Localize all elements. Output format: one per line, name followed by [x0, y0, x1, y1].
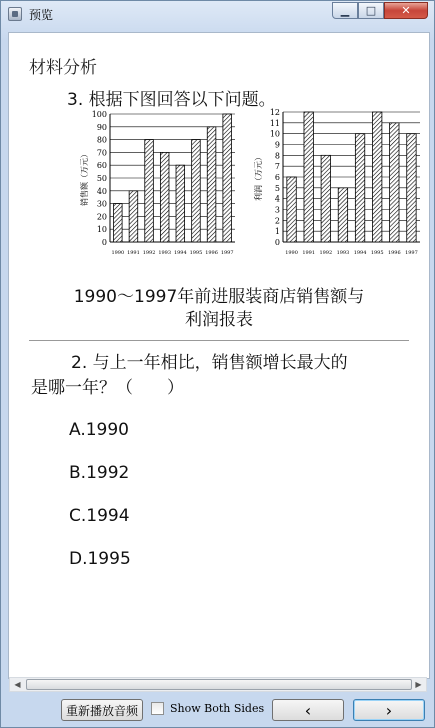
y-axis-label: 销售额（万元）: [80, 150, 89, 206]
bar: [192, 140, 201, 242]
bar: [304, 112, 313, 242]
y-tick-label: 6: [274, 173, 280, 182]
close-button[interactable]: ✕: [384, 2, 428, 19]
stem-line1: 2. 与上一年相比，销售额增长最大的: [71, 353, 348, 373]
y-tick-label: 11: [269, 118, 280, 128]
replay-audio-button[interactable]: 重新播放音频: [61, 699, 143, 721]
y-tick-label: 100: [91, 110, 107, 119]
scrollbar-thumb[interactable]: [26, 679, 412, 690]
figure-caption: [9, 286, 429, 332]
maximize-button[interactable]: □: [358, 2, 384, 19]
option-a[interactable]: A.1990: [69, 420, 129, 440]
bar: [287, 177, 296, 242]
bar: [207, 127, 216, 242]
minimize-button[interactable]: ▁: [332, 2, 358, 19]
y-tick-label: 7: [274, 162, 280, 172]
app-icon: [8, 7, 22, 21]
section-heading: 材料分析: [29, 58, 97, 78]
y-axis-label: 利润（万元）: [254, 153, 263, 201]
chevron-left-icon: ‹: [304, 700, 312, 720]
figure-caption-line2: 利润报表: [185, 310, 253, 330]
show-both-sides-label: Show Both Sides: [170, 702, 265, 715]
divider: [29, 340, 409, 341]
bar: [372, 112, 381, 242]
x-tick-label: 1991: [302, 250, 316, 256]
x-tick-label: 1994: [173, 250, 187, 256]
option-b[interactable]: B.1992: [69, 463, 130, 483]
y-tick-label: 60: [96, 161, 107, 171]
stem-line2: 是哪一年？（ ）: [31, 378, 184, 398]
next-button[interactable]: [353, 699, 425, 721]
y-tick-label: 50: [96, 174, 107, 183]
x-tick-label: 1997: [220, 250, 234, 256]
y-tick-label: 9: [274, 140, 280, 150]
y-tick-label: 2: [274, 216, 280, 226]
option-c[interactable]: C.1994: [69, 506, 130, 526]
y-tick-label: 8: [274, 151, 280, 161]
y-tick-label: 70: [96, 148, 107, 158]
x-tick-label: 1993: [336, 250, 350, 256]
y-tick-label: 40: [96, 186, 107, 196]
x-tick-label: 1990: [285, 250, 298, 256]
bar: [407, 134, 416, 242]
y-tick-label: 4: [274, 194, 280, 204]
x-tick-label: 1992: [142, 250, 156, 256]
y-tick-label: 20: [96, 212, 107, 222]
y-tick-label: 5: [274, 183, 280, 193]
bar: [176, 165, 185, 242]
x-tick-label: 1990: [111, 250, 125, 256]
bar: [129, 191, 138, 242]
option-d[interactable]: D.1995: [69, 549, 131, 569]
y-tick-label: 3: [274, 205, 280, 215]
chevron-right-icon: ›: [385, 700, 393, 720]
caption-buttons: [332, 2, 428, 20]
bar: [390, 123, 399, 242]
bar: [355, 134, 364, 242]
x-tick-label: 1995: [189, 250, 203, 256]
content-area: [8, 32, 430, 679]
x-tick-label: 1996: [205, 250, 218, 256]
bar: [114, 204, 123, 242]
title-bar[interactable]: [1, 1, 434, 27]
scroll-left-icon[interactable]: ◀: [14, 680, 21, 689]
bar: [160, 152, 169, 242]
show-both-sides-checkbox[interactable]: [151, 702, 164, 715]
x-tick-label: 1996: [387, 250, 401, 256]
horizontal-scrollbar[interactable]: [9, 677, 427, 692]
y-tick-label: 10: [96, 225, 107, 235]
x-tick-label: 1992: [319, 250, 333, 256]
x-tick-label: 1995: [370, 250, 384, 256]
question-title: 3. 根据下图回答以下问题。: [67, 90, 276, 110]
bar: [145, 140, 154, 242]
bar: [338, 188, 347, 242]
prev-button[interactable]: [272, 699, 344, 721]
sales-profit-charts: [80, 108, 418, 279]
y-tick-label: 30: [96, 199, 107, 209]
bar: [321, 155, 330, 242]
x-tick-label: 1997: [405, 250, 418, 256]
x-tick-label: 1993: [158, 250, 172, 256]
y-tick-label: 12: [269, 108, 280, 117]
y-tick-label: 80: [96, 135, 107, 145]
y-tick-label: 90: [96, 122, 107, 132]
y-tick-label: 0: [274, 238, 280, 247]
y-tick-label: 10: [269, 129, 280, 139]
window-title: 预览: [29, 8, 54, 22]
bar: [223, 114, 232, 242]
figure-caption-line1: 1990～1997年前进服装商店销售额与: [73, 287, 365, 307]
scroll-right-icon[interactable]: ▶: [415, 680, 422, 689]
x-tick-label: 1991: [127, 250, 140, 256]
bottom-toolbar: [1, 695, 434, 727]
x-tick-label: 1994: [353, 250, 367, 256]
y-tick-label: 1: [274, 227, 280, 237]
y-tick-label: 0: [101, 238, 107, 247]
question-stem: [31, 351, 411, 401]
